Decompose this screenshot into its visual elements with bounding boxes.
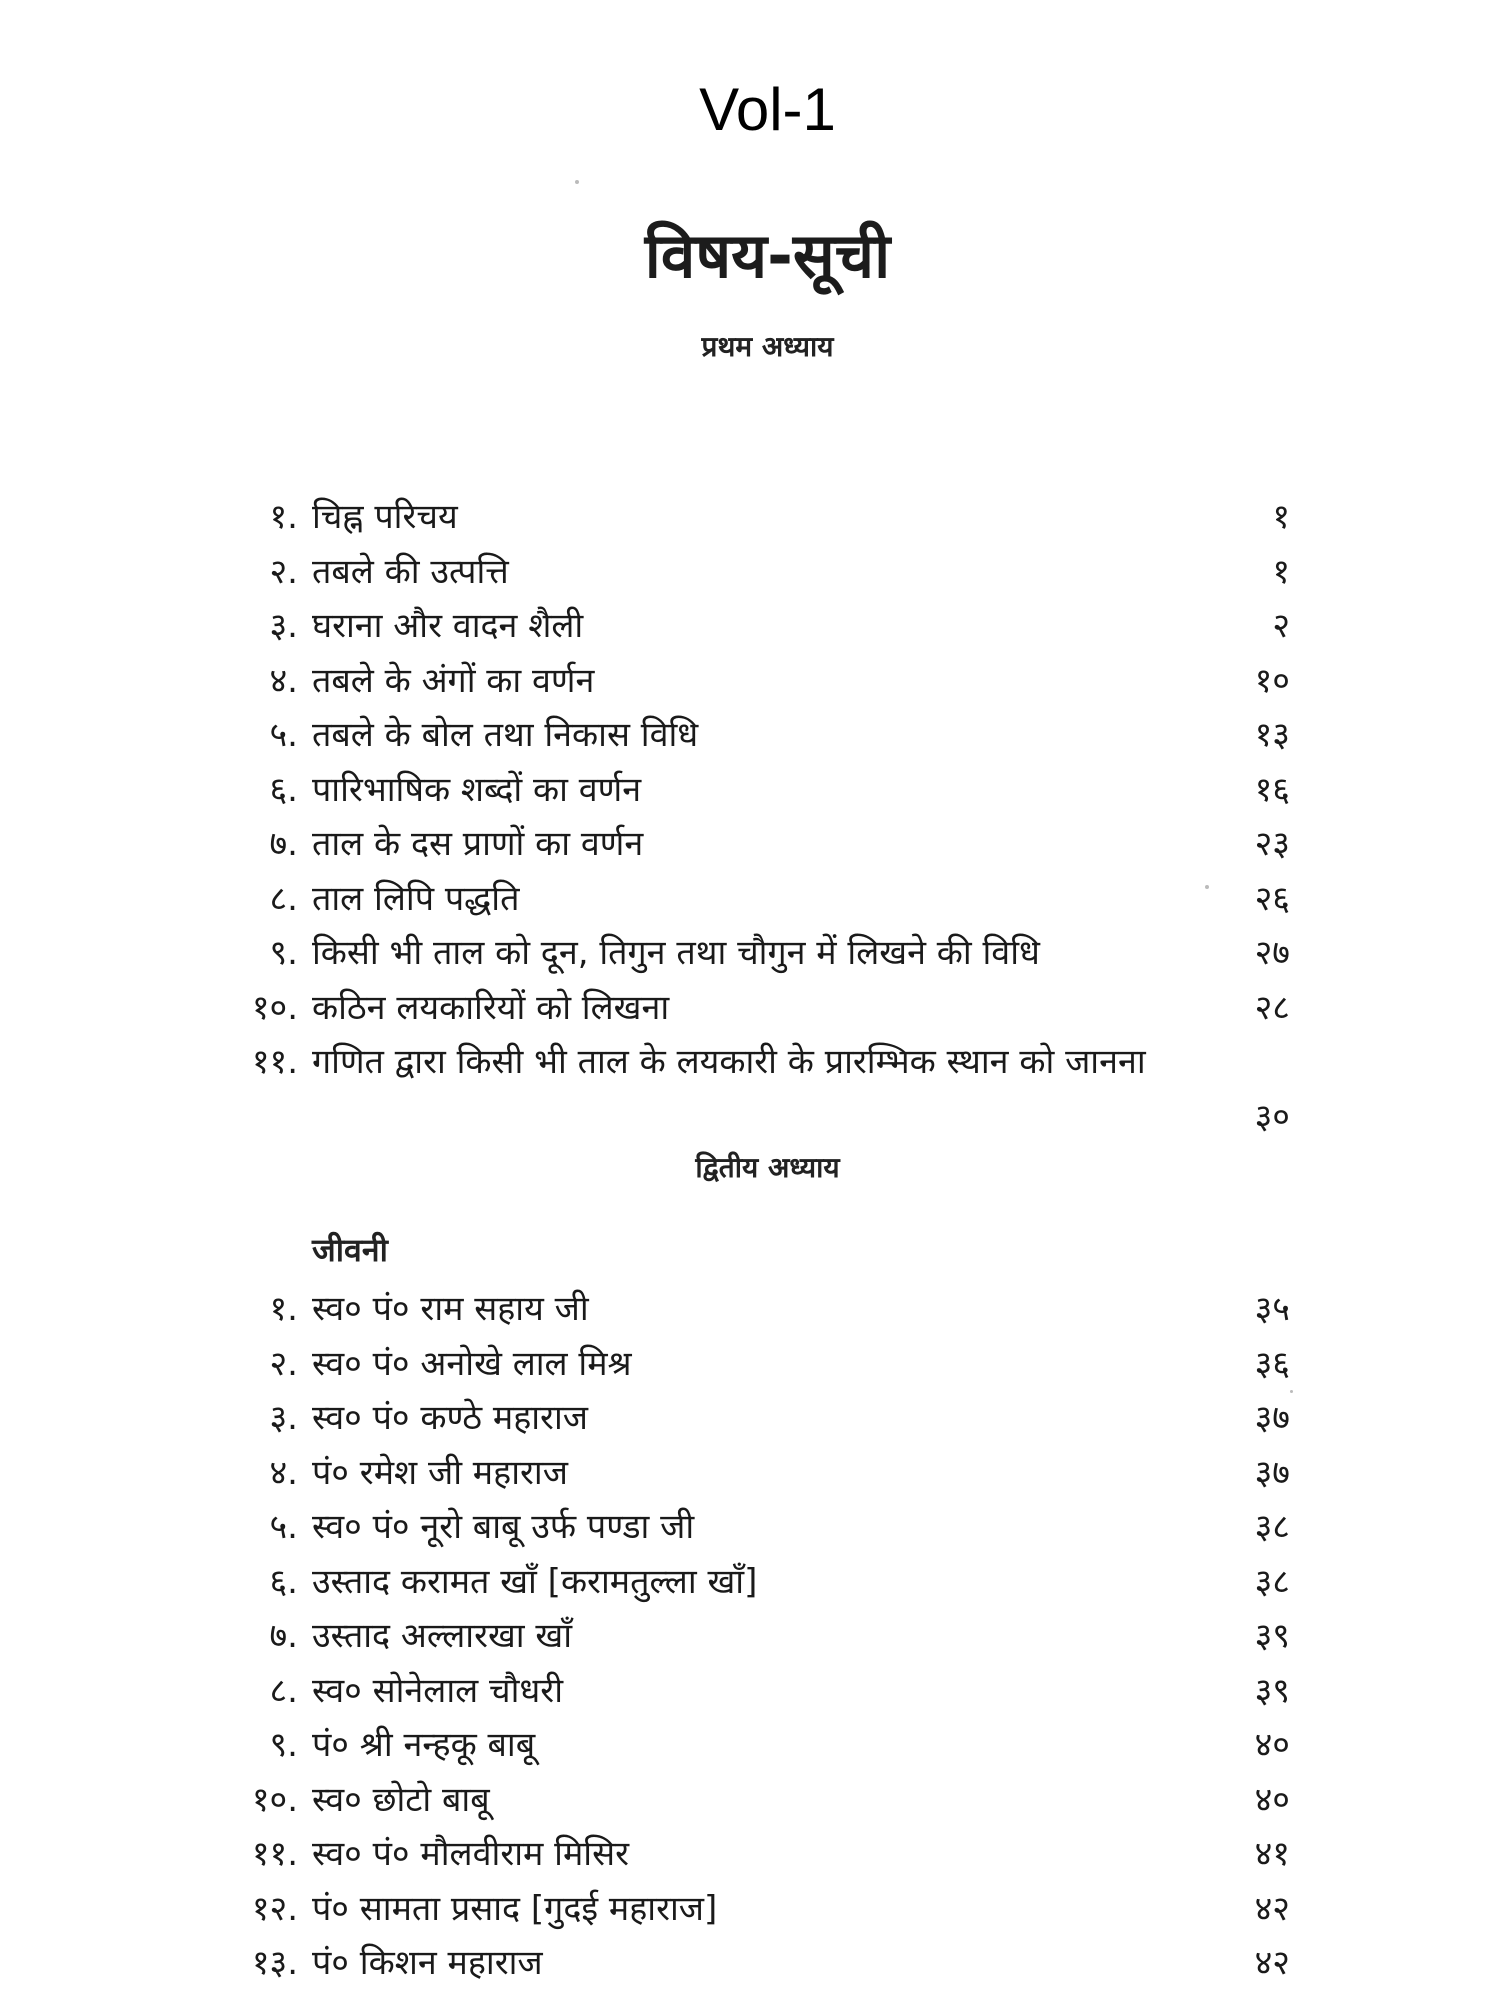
toc-entry: [220, 599, 1290, 654]
toc-entry: [220, 926, 1290, 981]
toc-entry-page-number: ४१: [1254, 1834, 1290, 1874]
toc-entry-title: पं० श्री नन्हकू बाबू: [312, 1725, 536, 1765]
toc-entry-number: ७.: [269, 824, 298, 864]
toc-entry-page-number: ३९: [1254, 1616, 1290, 1656]
scan-speck: [1205, 885, 1209, 889]
toc-entry-number: १३.: [251, 1943, 298, 1983]
toc-entry-number: १०.: [251, 987, 298, 1028]
toc-entry-title: ताल लिपि पद्धति: [312, 878, 520, 919]
toc-entry-number: ११.: [251, 1834, 298, 1874]
toc-entry: [220, 763, 1290, 818]
toc-entry-page-number: २७: [1254, 933, 1290, 973]
toc-entry-title: पारिभाषिक शब्दों का वर्णन: [312, 769, 642, 810]
toc-entry: [220, 708, 1290, 763]
toc-entry-title: पं० रमेश जी महाराज: [312, 1452, 568, 1493]
toc-entry: [220, 545, 1290, 600]
toc-entry-number: ४.: [269, 1452, 298, 1493]
toc-entry: [220, 1555, 1290, 1610]
toc-entry-title: स्व० पं० नूरो बाबू उर्फ पण्डा जी: [312, 1507, 695, 1547]
toc-entry-page-number: ३७: [1254, 1452, 1290, 1493]
toc-entry-page-number: १६: [1254, 769, 1290, 810]
toc-entry-number: २.: [269, 551, 298, 592]
toc-entry: [220, 1664, 1290, 1719]
toc-entry-number: ६.: [269, 769, 298, 810]
toc-entry-title: घराना और वादन शैली: [312, 606, 584, 646]
toc-entry-page-number: ३८: [1254, 1507, 1290, 1547]
toc-entry-page-number: २: [1272, 606, 1290, 646]
page-title: विषय-सूची: [644, 219, 891, 292]
toc-entry: [220, 1827, 1290, 1882]
toc-entry: [220, 654, 1290, 709]
toc-entry-title: स्व० सोनेलाल चौधरी: [312, 1670, 564, 1711]
chapter-1-heading: प्रथम अध्याय: [701, 330, 834, 363]
toc-entry-title: स्व० छोटो बाबू: [312, 1779, 490, 1820]
toc-entry-page-number: ३७: [1254, 1398, 1290, 1438]
scan-speck: [1290, 1390, 1293, 1393]
toc-entry: [220, 1936, 1290, 1991]
toc-entry-page-number: २६: [1254, 878, 1290, 919]
toc-entry: [220, 872, 1290, 927]
chapter-2-toc-list: [220, 1282, 1290, 1991]
toc-entry-page-number: ४०: [1254, 1779, 1290, 1820]
toc-entry-title: स्व० पं० अनोखे लाल मिश्र: [312, 1343, 632, 1384]
toc-entry-page-number: ३०: [1254, 1096, 1290, 1137]
toc-entry: [220, 1500, 1290, 1555]
scan-speck: [575, 180, 579, 184]
toc-entry: [220, 1446, 1290, 1501]
toc-entry-page-number: १: [1272, 551, 1290, 592]
toc-entry-title: ताल के दस प्राणों का वर्णन: [312, 824, 644, 864]
toc-entry: [220, 1282, 1290, 1337]
toc-entry-page-number: ३५: [1254, 1289, 1290, 1329]
toc-entry-number: ८.: [269, 878, 298, 919]
toc-entry-title: उस्ताद अल्लारखा खाँ: [312, 1616, 573, 1656]
toc-entry: [220, 1773, 1290, 1828]
toc-entry: [220, 1337, 1290, 1392]
volume-label: Vol-1: [699, 76, 836, 143]
toc-entry-title: पं० सामता प्रसाद [गुदई महाराज]: [312, 1888, 718, 1929]
toc-entry-title: पं० किशन महाराज: [312, 1943, 543, 1983]
toc-entry-title: कठिन लयकारियों को लिखना: [312, 987, 670, 1028]
toc-entry-number: १२.: [251, 1888, 298, 1929]
toc-entry: [220, 817, 1290, 872]
toc-entry: [220, 490, 1290, 545]
toc-entry-page-number: १३: [1254, 715, 1290, 755]
toc-entry-number: ९.: [269, 1725, 298, 1765]
toc-entry-number: ७.: [269, 1616, 298, 1656]
toc-entry-title: तबले की उत्पत्ति: [312, 551, 509, 592]
toc-entry-number: ६.: [269, 1561, 298, 1602]
toc-entry-title: गणित द्वारा किसी भी ताल के लयकारी के प्रारम्भिक स्थान को जानना: [312, 1042, 1146, 1082]
toc-entry-title: तबले के अंगों का वर्णन: [312, 660, 595, 701]
toc-entry: [220, 1609, 1290, 1664]
toc-entry-title: किसी भी ताल को दून, तिगुन तथा चौगुन में लिखने की विधि: [312, 933, 1040, 973]
toc-entry-number: ४.: [269, 660, 298, 701]
toc-entry-title: स्व० पं० मौलवीराम मिसिर: [312, 1834, 630, 1874]
toc-entry-page-number: २८: [1254, 987, 1290, 1028]
biography-section-heading: जीवनी: [312, 1231, 388, 1269]
toc-entry-number: ९.: [269, 933, 298, 973]
toc-entry-title: स्व० पं० राम सहाय जी: [312, 1289, 589, 1329]
toc-entry-page-number: ३६: [1254, 1343, 1290, 1384]
chapter-1-toc-list: [220, 490, 1290, 1144]
toc-entry-page-number: ३९: [1254, 1670, 1290, 1711]
toc-entry-title: चिह्न परिचय: [312, 497, 458, 537]
toc-entry-page-number: ४२: [1254, 1888, 1290, 1929]
chapter-2-heading: द्वितीय अध्याय: [695, 1151, 840, 1184]
toc-entry-page-number: १०: [1254, 660, 1290, 701]
toc-entry: [220, 1718, 1290, 1773]
toc-entry-page-number: १: [1272, 497, 1290, 537]
toc-entry-page-number: ४०: [1254, 1725, 1290, 1765]
toc-entry-page-number: ४२: [1254, 1943, 1290, 1983]
toc-entry-number: ८.: [269, 1670, 298, 1711]
toc-entry-number: ११.: [251, 1042, 298, 1082]
toc-entry-number: ३.: [269, 606, 298, 646]
toc-entry-number: १०.: [251, 1779, 298, 1820]
toc-entry-title: उस्ताद करामत खाँ [करामतुल्ला खाँ]: [312, 1561, 758, 1602]
toc-entry-number: १.: [269, 1289, 298, 1329]
toc-entry-title: तबले के बोल तथा निकास विधि: [312, 715, 699, 755]
toc-entry: [220, 981, 1290, 1036]
toc-entry-number: १.: [269, 497, 298, 537]
toc-entry-page-number: ३८: [1254, 1561, 1290, 1602]
toc-entry-number: ३.: [269, 1398, 298, 1438]
toc-entry-title: स्व० पं० कण्ठे महाराज: [312, 1398, 588, 1438]
toc-entry-number: २.: [269, 1343, 298, 1384]
toc-entry: [220, 1391, 1290, 1446]
toc-entry-number: ५.: [269, 1507, 298, 1547]
toc-entry-number: ५.: [269, 715, 298, 755]
toc-entry: [220, 1035, 1290, 1144]
toc-entry: [220, 1882, 1290, 1937]
toc-entry-page-number: २३: [1254, 824, 1290, 864]
